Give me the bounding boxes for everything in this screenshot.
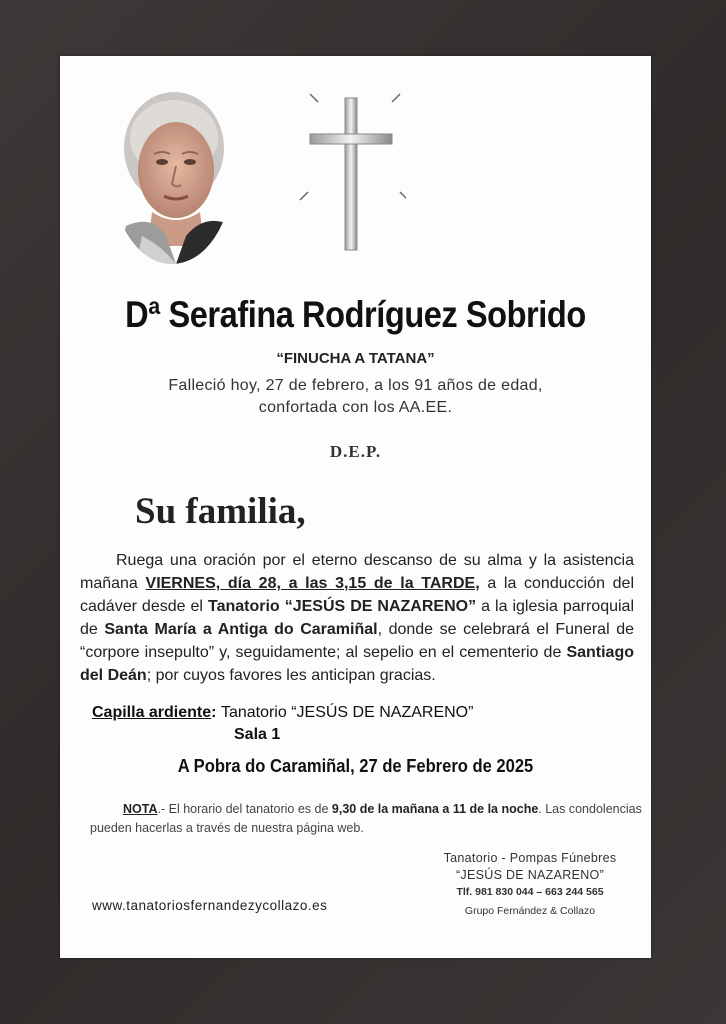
death-statement — [60, 375, 651, 419]
nickname: “FINUCHA A TATANA” — [276, 350, 435, 367]
portrait-photo — [112, 86, 232, 264]
chapel-label: Capilla ardiente — [92, 704, 212, 721]
funeral-day-time: VIERNES, día 28, a las 3,15 de la TARDE, — [145, 575, 480, 592]
body-part-2: a la conducción del cadáver desde el — [80, 575, 635, 615]
family-heading: Su familia, — [135, 491, 306, 532]
cross-icon — [296, 90, 406, 260]
chapel-room: Sala 1 — [234, 726, 281, 743]
body-part-3: a la iglesia parroquial de — [80, 598, 634, 638]
deceased-name: Dª Serafina Rodríguez Sobrido — [125, 294, 586, 335]
website-link[interactable]: www.tanatoriosfernandezycollazo.es — [92, 898, 328, 913]
note-label: NOTA — [123, 802, 158, 816]
obituary-notice — [60, 56, 651, 958]
place-date: A Pobra do Caramiñal, 27 de Febrero de 2025 — [177, 756, 534, 776]
body-part-5: ; por cuyos favores les anticipan gracias. — [146, 667, 436, 684]
note-rest: . Las condolencias pueden hacerlas a través de nuestra página web. — [90, 802, 642, 835]
funeral-home-block — [420, 850, 640, 921]
chapel-colon: : — [211, 704, 217, 721]
note-text: .- El horario del tanatorio es de — [157, 802, 329, 816]
church-name: Santa María a Antiga do Caramiñal — [104, 621, 378, 638]
death-line-1: Falleció hoy, 27 de febrero, a los 91 años de edad, — [168, 377, 543, 394]
chapel-value: Tanatorio “JESÚS DE NAZARENO” — [220, 704, 474, 721]
dep-heading: D.E.P. — [329, 442, 382, 461]
cemetery-name: Santiago del Deán — [80, 644, 634, 684]
body-part-1: Ruega una oración por el eterno descanso de su alma y la asistencia mañana — [80, 552, 634, 592]
company-line: Tanatorio - Pompas Fúnebres — [443, 851, 617, 865]
body-part-4: , donde se celebrará el Funeral de “corpore insepulto” y, seguidamente; al sepelio en el cementerio de — [80, 621, 634, 661]
chapel-info — [92, 702, 473, 746]
funeral-home: Tanatorio “JESÚS DE NAZARENO” — [208, 598, 477, 615]
note — [90, 800, 646, 838]
company-phone: Tlf. 981 830 044 – 663 244 565 — [456, 886, 604, 898]
company-name: “JESÚS DE NAZARENO” — [455, 868, 605, 882]
funeral-details — [80, 549, 634, 687]
company-group: Grupo Fernández & Collazo — [464, 905, 596, 917]
death-line-2: confortada con los AA.EE. — [258, 399, 453, 416]
note-hours: 9,30 de la mañana a 11 de la noche — [331, 802, 539, 816]
